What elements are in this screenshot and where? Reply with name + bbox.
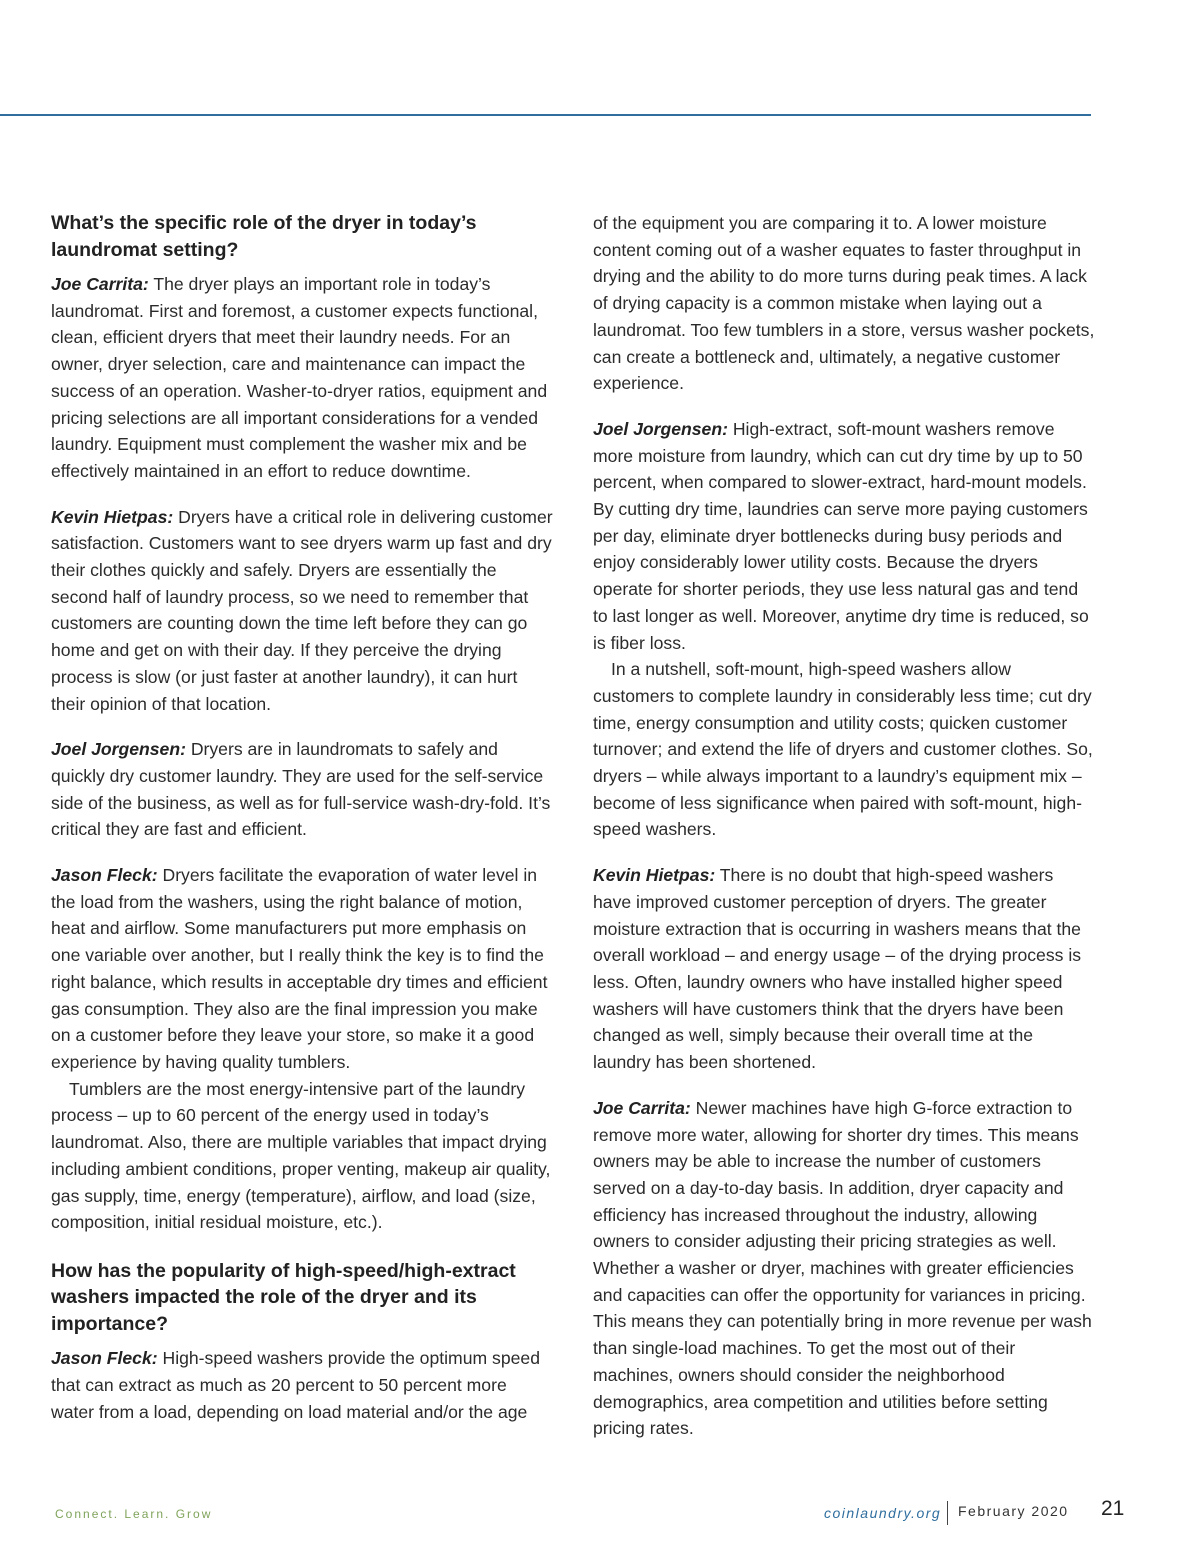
footer-issue-date: February 2020: [958, 1503, 1069, 1519]
answer-text: The dryer plays an important role in today’s laundromat. First and foremost, a customer expects functional, clean, efficient dryers that meet their laundry needs. For an owner, dryer selection, care and maintenance can impact the success of an operation. Washer-to-dryer ratios, equipment and pricing selections are all important considerations for a vended laundry. Equipment must complement the washer mix and be effectively maintained in an effort to reduce downtime.: [51, 274, 548, 481]
header-rule: [0, 114, 1091, 116]
speaker-name: Kevin Hietpas:: [593, 865, 716, 886]
answer-text: Dryers are in laundromats to safely and quickly dry customer laundry. They are used for the self-service side of the business, as well as for full-service wash-dry-fold. It’s critical they are fast and efficient.: [51, 739, 551, 840]
answer-paragraph: [51, 271, 553, 485]
page-number: 21: [1101, 1497, 1125, 1520]
speaker-name: Kevin Hietpas:: [51, 506, 174, 527]
footer-divider: [947, 1501, 948, 1525]
answer-paragraph: [51, 736, 553, 843]
speaker-name: Jason Fleck:: [51, 865, 158, 886]
answer-text: Dryers have a critical role in delivering customer satisfaction. Customers want to see dryers warm up fast and dry their clothes quickly and safely. Dryers are essentially the second half of laundry process, so we need to remember that customers are counting down the time left before they can go home and get on with their day. If they perceive the drying process is slow (or just faster at another laundry), it can hurt their opinion of that location.: [51, 506, 553, 714]
footer-tagline: Connect. Learn. Grow: [55, 1507, 213, 1521]
continued-paragraph: In a nutshell, soft-mount, high-speed washers allow customers to complete laundry in considerably less time; cut dry time, energy consumption and utility costs; quicken customer turnover; and extend the life of dryers and customer clothes. So, dryers – while always important to a laundry’s equipment mix – become of less significance when paired with soft-mount, high-speed washers.: [593, 659, 1093, 840]
speaker-name: Joe Carrita:: [593, 1097, 691, 1118]
answer-paragraph: [51, 862, 553, 1076]
right-column: [593, 210, 1095, 1442]
answer-paragraph: [51, 1345, 553, 1425]
speaker-name: Joel Jorgensen:: [51, 739, 186, 760]
continued-paragraph: Tumblers are the most energy-intensive part of the laundry process – up to 60 percent of the energy used in today’s laundromat. Also, there are multiple variables that impact drying including ambient conditions, proper venting, makeup air quality, gas supply, time, energy (temperature), airflow, and load (size, composition, initial residual moisture, etc.).: [51, 1078, 551, 1233]
speaker-name: Joel Jorgensen:: [593, 418, 728, 439]
answer-text: Dryers facilitate the evaporation of water level in the load from the washers, using the right balance of motion, heat and airflow. Some manufacturers put more emphasis on one variable over another, but I really think the key is to find the right balance, which results in acceptable dry times and efficient gas consumption. They also are the final impression you make on a customer before they leave your store, so make it a good experience by having quality tumblers.: [51, 865, 548, 1072]
speaker-name: Joe Carrita:: [51, 274, 149, 294]
answer-paragraph: [51, 504, 553, 718]
answer-text: There is no doubt that high-speed washers have improved customer perception of dryers. The greater moisture extraction that is occurring in washers means that the overall workload – and energy usage – of the drying process is less. Often, laundry owners who have installed higher speed washers will have customers think that the dryers have been changed as well, simply because their overall time at the laundry has been shortened.: [593, 865, 1082, 1073]
speaker-name: Jason Fleck:: [51, 1348, 158, 1369]
answer-text: High-extract, soft-mount washers remove more moisture from laundry, which can cut dry time by up to 50 percent, when compared to slower-extract, hard-mount models. By cutting dry time, laundries can serve more paying customers per day, eliminate dryer bottlenecks during busy periods and enjoy considerably lower utility costs. Because the dryers operate for shorter periods, they use less natural gas and tend to last longer as well. Moreover, anytime dry time is reduced, so is fiber loss.: [593, 418, 1089, 653]
answer-paragraph: [593, 862, 1095, 1076]
answer-text: High-speed washers provide the optimum speed that can extract as much as 20 percent to 50 percent more water from a load, depending on load material and/or the age: [51, 1348, 540, 1422]
question-heading-dryer-role: What’s the specific role of the dryer in today’s laundromat setting?: [51, 212, 477, 261]
question-heading-high-speed-washers: How has the popularity of high-speed/high-extract washers impacted the role of the dryer and its importance?: [51, 1259, 516, 1335]
continued-paragraph: of the equipment you are comparing it to. A lower moisture content coming out of a washer equates to faster throughput in drying and the ability to do more turns during peak times. A lack of drying capacity is a common mistake when laying out a laundromat. Too few tumblers in a store, versus washer pockets, can create a bottleneck and, ultimately, a negative customer experience.: [593, 213, 1095, 394]
left-column: [51, 210, 553, 1426]
answer-text: Newer machines have high G-force extraction to remove more water, allowing for shorter dry times. This means owners may be able to increase the number of customers served on a day-to-day basis. In addition, dryer capacity and efficiency has increased throughout the industry, allowing owners to consider adjusting their pricing strategies as well. Whether a washer or dryer, machines with greater efficiencies and capacities can offer the opportunity for variances in pricing. This means they can potentially bring in more revenue per wash than single-load machines. To get the most out of their machines, owners should consider the neighborhood demographics, area competition and utilities before setting pricing rates.: [593, 1097, 1092, 1439]
answer-paragraph: [593, 1095, 1095, 1442]
answer-paragraph: [593, 416, 1095, 656]
footer-website-link[interactable]: coinlaundry.org: [824, 1505, 942, 1521]
